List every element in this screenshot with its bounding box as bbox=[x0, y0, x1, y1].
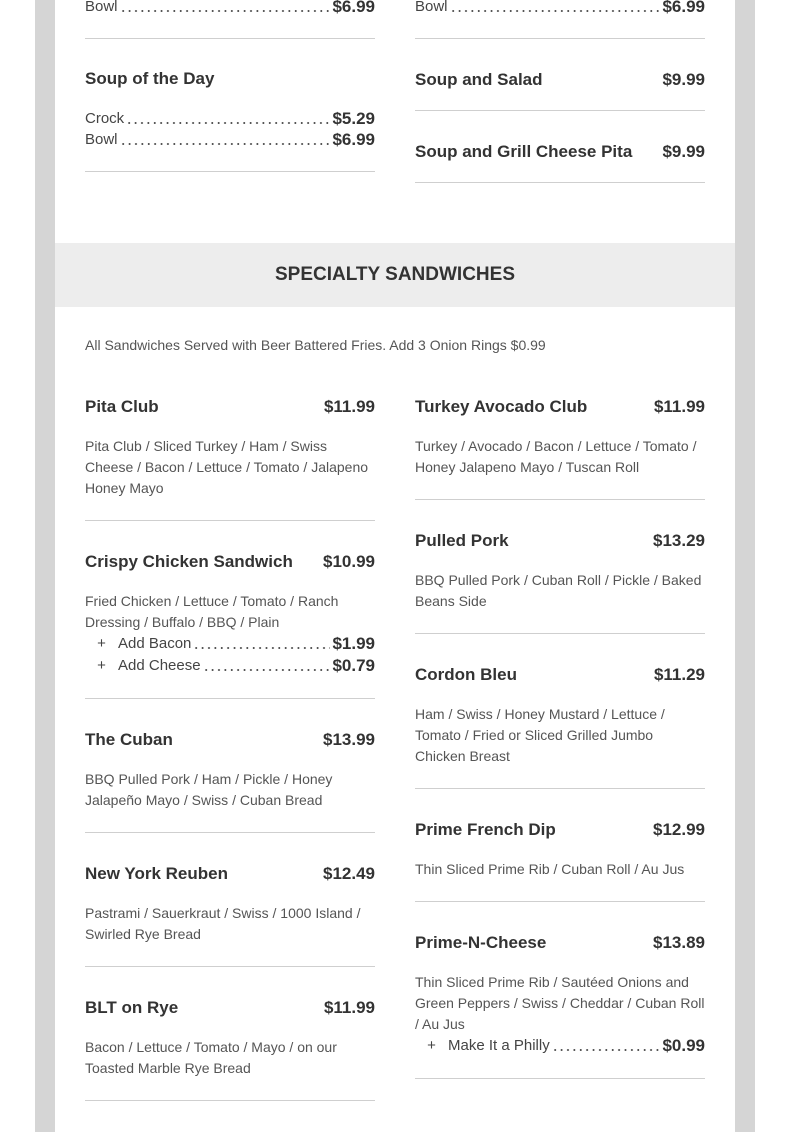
plus-icon: + bbox=[97, 657, 106, 674]
addon-row bbox=[415, 1036, 705, 1056]
menu-item-description: Bacon / Lettuce / Tomato / Mayo / on our Toasted Marble Rye Bread bbox=[85, 1039, 337, 1076]
menu-item-title: Cordon Bleu bbox=[415, 665, 517, 684]
addon-price: $0.99 bbox=[662, 1036, 705, 1055]
menu-item-description: Pastrami / Sauerkraut / Swiss / 1000 Island / Swirled Rye Bread bbox=[85, 905, 361, 942]
dot-leader bbox=[552, 1048, 661, 1052]
dot-leader bbox=[126, 121, 330, 125]
menu-item-price: $11.99 bbox=[653, 397, 705, 416]
divider bbox=[415, 182, 705, 183]
divider bbox=[415, 1078, 705, 1079]
divider bbox=[85, 1100, 375, 1101]
divider bbox=[415, 901, 705, 902]
menu-item-title: Pita Club bbox=[85, 397, 159, 416]
menu-item-description: BBQ Pulled Pork / Ham / Pickle / Honey Jalapeño Mayo / Swiss / Cuban Bread bbox=[85, 771, 333, 808]
addon-label: Make It a Philly bbox=[448, 1037, 550, 1054]
menu-item-price: $11.99 bbox=[323, 998, 375, 1017]
addon-label: Add Bacon bbox=[118, 635, 192, 652]
bowl-price: $6.99 bbox=[332, 130, 375, 149]
soup-of-the-day-title: Soup of the Day bbox=[85, 69, 215, 88]
crock-price: $5.29 bbox=[332, 109, 375, 128]
divider bbox=[415, 38, 705, 39]
divider bbox=[85, 832, 375, 833]
addon-row bbox=[85, 634, 375, 654]
menu-item-description: Turkey / Avocado / Bacon / Lettuce / Tomato / Honey Jalapeno Mayo / Tuscan Roll bbox=[415, 438, 697, 475]
bowl-price-row bbox=[85, 130, 375, 150]
soup-and-grill-cheese-price: $9.99 bbox=[662, 142, 705, 161]
section-title: SPECIALTY SANDWICHES bbox=[275, 264, 515, 285]
menu-item-title: BLT on Rye bbox=[85, 998, 179, 1017]
menu-item-price: $13.89 bbox=[653, 933, 705, 952]
plus-icon: + bbox=[97, 635, 106, 652]
menu-item-price: $11.99 bbox=[323, 397, 375, 416]
divider bbox=[415, 499, 705, 500]
section-note: All Sandwiches Served with Beer Battered Fries. Add 3 Onion Rings $0.99 bbox=[85, 337, 546, 353]
menu-item-title: Pulled Pork bbox=[415, 531, 509, 550]
menu-item-title: Turkey Avocado Club bbox=[415, 397, 588, 416]
menu-item-description: Pita Club / Sliced Turkey / Ham / Swiss Cheese / Bacon / Lettuce / Tomato / Jalapeno Honey Mayo bbox=[85, 438, 369, 496]
menu-item-description: Fried Chicken / Lettuce / Tomato / Ranch Dressing / Buffalo / BBQ / Plain bbox=[85, 593, 339, 630]
divider bbox=[415, 788, 705, 789]
divider bbox=[415, 110, 705, 111]
menu-item-title: The Cuban bbox=[85, 730, 173, 749]
menu-item-price: $13.99 bbox=[323, 730, 375, 749]
bowl-price: $6.99 bbox=[332, 0, 375, 16]
dot-leader bbox=[120, 9, 331, 13]
menu-item-title: Prime French Dip bbox=[415, 820, 556, 839]
divider bbox=[85, 171, 375, 172]
bowl-label: Bowl bbox=[85, 0, 118, 15]
menu-item-title: Crispy Chicken Sandwich bbox=[85, 552, 293, 571]
menu-item-description: Ham / Swiss / Honey Mustard / Lettuce / Tomato / Fried or Sliced Grilled Jumbo Chicken Breast bbox=[415, 706, 665, 764]
bowl-price-row-right bbox=[415, 0, 705, 17]
menu-item-price: $13.29 bbox=[653, 531, 705, 550]
menu-item-title: New York Reuben bbox=[85, 864, 228, 883]
dot-leader bbox=[193, 646, 330, 650]
plus-icon: + bbox=[427, 1037, 436, 1054]
addon-label: Add Cheese bbox=[118, 657, 201, 674]
soup-and-salad-title: Soup and Salad bbox=[415, 70, 543, 89]
menu-item-price: $12.49 bbox=[323, 864, 375, 883]
divider bbox=[85, 38, 375, 39]
menu-item-description: Thin Sliced Prime Rib / Cuban Roll / Au Jus bbox=[415, 861, 685, 877]
menu-item-title: Prime-N-Cheese bbox=[415, 933, 547, 952]
divider bbox=[85, 520, 375, 521]
menu-item-description: BBQ Pulled Pork / Cuban Roll / Pickle / Baked Beans Side bbox=[415, 572, 702, 609]
soup-and-grill-cheese-title: Soup and Grill Cheese Pita bbox=[415, 142, 633, 161]
dot-leader bbox=[450, 9, 661, 13]
menu-item-price: $11.29 bbox=[653, 665, 705, 684]
divider bbox=[85, 698, 375, 699]
addon-row bbox=[85, 656, 375, 676]
menu-item-price: $12.99 bbox=[653, 820, 705, 839]
divider bbox=[85, 966, 375, 967]
crock-price-row bbox=[85, 109, 375, 129]
bowl-price-row-left bbox=[85, 0, 375, 17]
bowl-label: Bowl bbox=[85, 131, 118, 148]
addon-price: $1.99 bbox=[332, 634, 375, 653]
bowl-price: $6.99 bbox=[662, 0, 705, 16]
divider bbox=[415, 633, 705, 634]
addon-price: $0.79 bbox=[332, 656, 375, 675]
menu-item-price: $10.99 bbox=[323, 552, 375, 571]
soup-and-salad-price: $9.99 bbox=[662, 70, 705, 89]
menu-item-description: Thin Sliced Prime Rib / Sautéed Onions and Green Peppers / Swiss / Cheddar / Cuban Roll / Au Jus bbox=[415, 974, 705, 1032]
crock-label: Crock bbox=[85, 110, 125, 127]
dot-leader bbox=[120, 142, 331, 146]
dot-leader bbox=[203, 668, 331, 672]
bowl-label: Bowl bbox=[415, 0, 448, 15]
